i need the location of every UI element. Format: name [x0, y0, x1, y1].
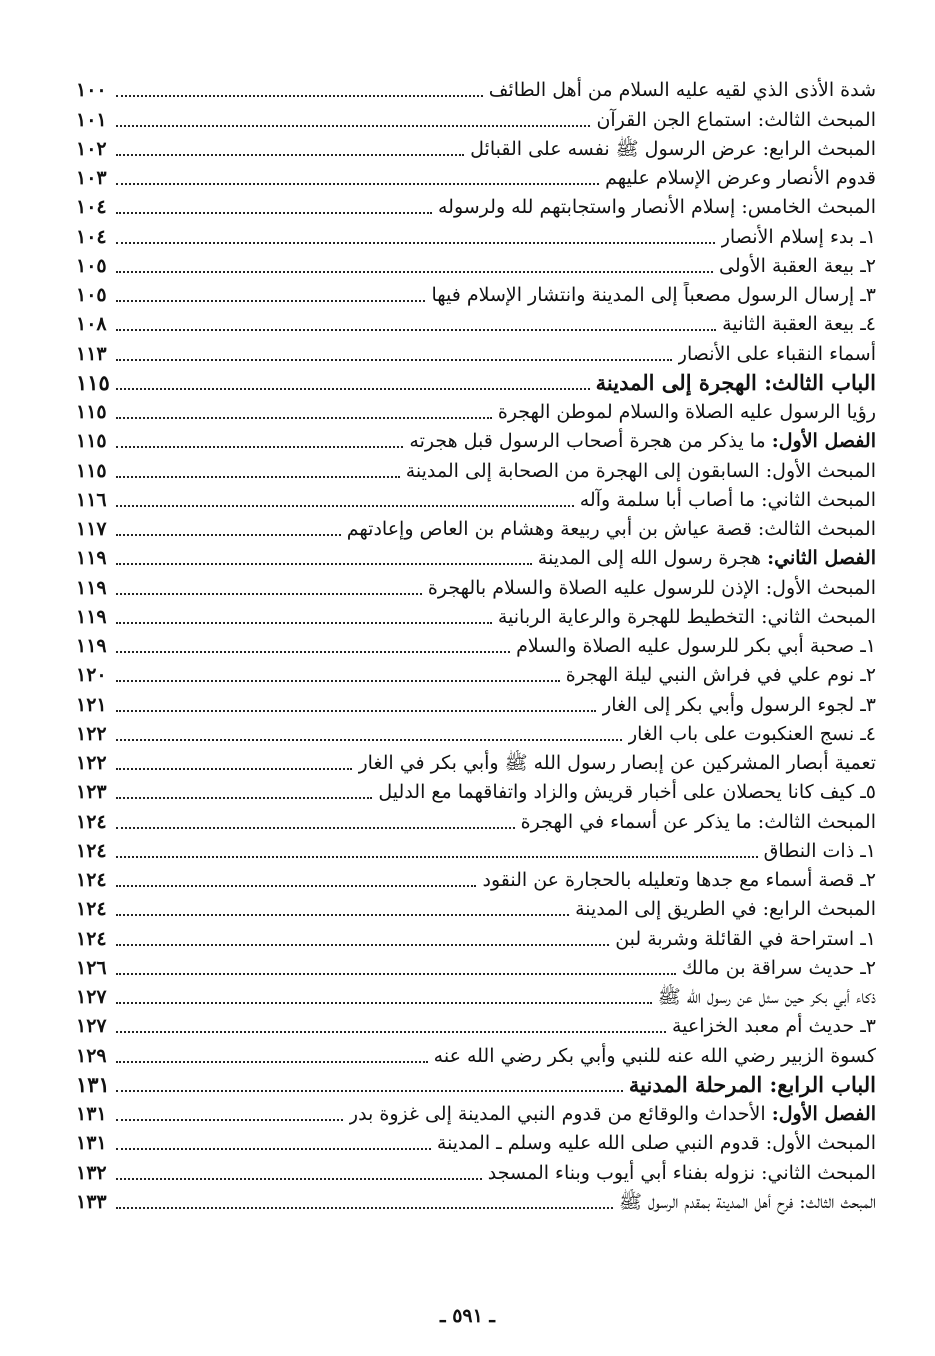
dot-leader	[116, 446, 403, 448]
toc-entry	[76, 805, 876, 834]
toc-entry-page: ١٢٣	[76, 781, 107, 804]
dot-leader	[116, 1119, 343, 1121]
toc-entry	[76, 864, 876, 893]
toc-entry-title	[580, 487, 876, 513]
toc-entry	[76, 952, 876, 981]
toc-entry-text: المبحث الأول: قدوم النبي صلى الله عليه وسلم ـ المدينة	[436, 1132, 876, 1155]
toc-entry-text: ٢ـ قصة أسماء مع جدها وتعليله بالحجارة عن النقود	[482, 869, 876, 891]
toc-entry-page: ١٢٦	[76, 956, 107, 979]
toc-entry-text: المبحث الثالث: ما يذكر عن أسماء في الهجرة	[520, 810, 876, 833]
dot-leader	[116, 827, 515, 829]
toc-entry-page: ١١٣	[76, 342, 107, 365]
toc-entry	[76, 103, 876, 132]
toc-entry-text: الأحداث والوقائع من قدوم النبي المدينة إلى غزوة بدر	[348, 1103, 772, 1125]
dot-leader	[116, 680, 560, 682]
dot-leader	[116, 651, 510, 653]
dot-leader	[116, 914, 569, 916]
toc-entry-text: ٤ـ بيعة العقبة الثانية	[722, 313, 876, 336]
toc-entry-title	[431, 282, 876, 308]
toc-entry	[76, 893, 876, 922]
toc-entry-title	[434, 1043, 876, 1069]
toc-entry-page: ١٢٢	[76, 752, 107, 774]
toc-entry-text: الباب الرابع: المرحلة المدنية	[628, 1071, 876, 1097]
dot-leader	[116, 1207, 613, 1209]
dot-leader	[116, 271, 713, 273]
toc-entry-title	[721, 224, 876, 250]
toc-entry-page: ١٢٧	[76, 986, 107, 1008]
toc-entry	[76, 1156, 876, 1185]
page-number: ـ ٥٩١ ـ	[440, 1305, 495, 1327]
toc-entry-page: ١١٥	[76, 459, 107, 482]
toc-entry	[76, 337, 876, 366]
toc-entry-text: ١ـ بدء إسلام الأنصار	[720, 225, 876, 248]
toc-entry-page: ١٢٩	[76, 1044, 107, 1067]
toc-entry	[76, 484, 876, 513]
toc-entry-title	[566, 662, 876, 688]
toc-entry-title	[489, 77, 876, 103]
toc-entry-page: ١١٥	[76, 401, 107, 423]
toc-entry-label: الفصل الثاني:	[767, 547, 876, 570]
toc-entry-page: ١٠٨	[76, 313, 107, 336]
dot-leader	[116, 797, 372, 799]
toc-entry-title	[628, 721, 876, 747]
toc-entry-page: ١٣٣	[76, 1190, 107, 1213]
toc-entry	[76, 630, 876, 659]
table-of-contents	[76, 74, 876, 1215]
dot-leader	[116, 622, 492, 624]
toc-chapter-entry	[76, 542, 876, 571]
dot-leader	[116, 95, 483, 97]
toc-entry-page: ١٣٢	[76, 1161, 107, 1184]
dot-leader	[116, 125, 590, 127]
toc-entry-text: المبحث الرابع: في الطريق إلى المدينة	[575, 898, 876, 921]
toc-entry	[76, 1010, 876, 1039]
toc-entry	[76, 396, 876, 425]
toc-entry-text: ١ـ استراحة في القائلة وشربة لبن	[615, 927, 876, 950]
toc-entry-text: المبحث الأول: السابقون إلى الهجرة من الصحابة إلى المدينة	[405, 459, 876, 482]
toc-entry-title	[498, 604, 876, 630]
toc-entry-page: ١٢٤	[76, 839, 107, 862]
toc-entry-page: ١٠٣	[76, 167, 107, 189]
dot-leader	[116, 885, 476, 887]
toc-entry-page: ١٢٤	[76, 810, 107, 833]
toc-entry-page: ١١٩	[76, 576, 107, 599]
toc-entry-text: ١ـ ذات النطاق	[763, 839, 876, 862]
toc-entry-text: الباب الثالث: الهجرة إلى المدينة	[595, 369, 876, 395]
toc-entry-title	[629, 1072, 876, 1098]
dot-leader	[116, 856, 758, 858]
toc-entry-title	[764, 838, 876, 864]
toc-entry-text: تعمية أبصار المشركين عن إبصار رسول الله ﷺ وأبي بكر في الغار	[358, 752, 876, 774]
toc-entry-text: ٣ـ حديث أم معبد الخزاعية	[671, 1015, 876, 1038]
toc-entry-title	[358, 750, 876, 776]
toc-entry-page: ١٣١	[76, 1103, 107, 1125]
toc-entry-page: ١١٩	[76, 605, 107, 628]
toc-entry	[76, 1039, 876, 1068]
toc-entry-text: ٢ـ بيعة العقبة الأولى	[719, 254, 876, 277]
toc-entry-title	[719, 253, 876, 279]
toc-entry-title	[378, 779, 876, 805]
toc-entry	[76, 718, 876, 747]
toc-entry	[76, 513, 876, 542]
toc-entry-title	[672, 1013, 876, 1039]
toc-entry-text: المبحث الثالث: قصة عياش بن أبي ربيعة وهشام بن العاص وإعادتهم	[346, 518, 876, 540]
dot-leader	[116, 593, 422, 595]
toc-entry-text: رؤيا الرسول عليه الصلاة والسلام لموطن الهجرة	[497, 401, 876, 423]
toc-entry-page: ١١٩	[76, 635, 107, 657]
toc-entry	[76, 835, 876, 864]
toc-entry-text: ذكاء أبي بكر حين سئل عن رسول الله ﷺ	[657, 986, 876, 1008]
toc-entry-page: ١٠٥	[76, 284, 107, 306]
dot-leader	[116, 1178, 482, 1180]
toc-entry-title	[596, 107, 876, 133]
toc-entry	[76, 308, 876, 337]
toc-entry	[76, 601, 876, 630]
dot-leader	[116, 505, 574, 507]
toc-entry-title	[438, 194, 876, 220]
toc-entry-text: المبحث الثالث: استماع الجن القرآن	[596, 108, 876, 131]
toc-entry-text: ٣ـ لجوء الرسول وأبي بكر إلى الغار	[602, 693, 876, 716]
toc-entry-title	[658, 984, 876, 1010]
toc-entry-text: ٥ـ كيف كانا يحصلان على أخبار قريش والزاد واتفاقهما مع الدليل	[378, 781, 876, 804]
toc-part-heading	[76, 1069, 876, 1098]
dot-leader	[116, 1061, 428, 1063]
toc-entry-page: ١٠٠	[76, 79, 107, 102]
toc-entry-title	[596, 370, 876, 396]
toc-entry	[76, 688, 876, 717]
dot-leader	[116, 534, 341, 536]
toc-entry	[76, 279, 876, 308]
toc-entry	[76, 220, 876, 249]
dot-leader	[116, 476, 400, 478]
toc-entry-title	[538, 545, 876, 571]
toc-entry-title	[470, 136, 876, 162]
toc-entry-page: ١٢٤	[76, 898, 107, 921]
toc-entry	[76, 162, 876, 191]
toc-entry-title	[498, 399, 876, 425]
toc-entry-page: ١٠٤	[76, 196, 107, 219]
toc-entry	[76, 1186, 876, 1215]
toc-entry	[76, 922, 876, 951]
toc-entry	[76, 74, 876, 103]
toc-entry-text: المبحث الثاني: التخطيط للهجرة والرعاية الربانية	[497, 605, 876, 628]
dot-leader	[116, 329, 716, 331]
dot-leader	[116, 563, 532, 565]
dot-leader	[116, 417, 492, 419]
dot-leader	[116, 388, 590, 390]
toc-entry-text: كسوة الزبير رضي الله عنه للنبي وأبي بكر رضي الله عنه	[433, 1044, 876, 1067]
dot-leader	[116, 242, 715, 244]
toc-entry-title	[615, 926, 876, 952]
dot-leader	[116, 768, 352, 770]
toc-entry-page: ١١٩	[76, 547, 107, 570]
toc-entry-title	[347, 516, 876, 542]
toc-entry	[76, 659, 876, 688]
dot-leader	[116, 710, 596, 712]
toc-entry-text: المبحث الأول: الإذن للرسول عليه الصلاة والسلام بالهجرة	[427, 576, 876, 599]
toc-entry-text: ١ـ صحبة أبي بكر للرسول عليه الصلاة والسلام	[516, 635, 876, 657]
toc-part-heading	[76, 367, 876, 396]
toc-entry-text: ما يذكر من هجرة أصحاب الرسول قبل هجرته	[409, 430, 772, 453]
toc-entry-title	[406, 458, 876, 484]
toc-entry-page: ١١٥	[76, 430, 107, 453]
toc-entry-text: قدوم الأنصار وعرض الإسلام عليهم	[605, 167, 876, 189]
toc-entry-title	[575, 896, 876, 922]
toc-entry-title	[482, 867, 876, 893]
toc-entry-text: شدة الأذى الذي لقيه عليه السلام من أهل الطائف	[488, 79, 876, 102]
toc-entry-text: المبحث الثاني: نزوله بفناء أبي أيوب وبناء المسجد	[487, 1161, 876, 1184]
toc-entry-page: ١٢٤	[76, 869, 107, 891]
toc-entry-title	[605, 165, 876, 191]
toc-entry-title	[488, 1160, 876, 1186]
toc-entry-page: ١١٥	[76, 369, 110, 395]
toc-entry	[76, 454, 876, 483]
dot-leader	[116, 739, 622, 741]
dot-leader	[116, 154, 464, 156]
toc-entry-title	[602, 692, 876, 718]
toc-entry	[76, 133, 876, 162]
dot-leader	[116, 1002, 652, 1004]
toc-entry-title	[682, 955, 876, 981]
dot-leader	[116, 359, 672, 361]
toc-entry-title	[428, 575, 876, 601]
toc-entry-text: أسماء النقباء على الأنصار	[677, 342, 876, 365]
toc-entry-text: المبحث الثاني: ما أصاب أبا سلمة وآله	[579, 488, 876, 511]
toc-entry-page: ١٠٤	[76, 225, 107, 248]
dot-leader	[116, 973, 676, 975]
toc-entry-text: المبحث الخامس: إسلام الأنصار واستجابتهم لله ولرسوله	[437, 196, 876, 219]
toc-entry	[76, 571, 876, 600]
dot-leader	[116, 1090, 623, 1092]
toc-entry-text: المبحث الثالث: فرح أهل المدينة بمقدم الرسول ﷺ	[619, 1190, 876, 1213]
toc-entry-title	[516, 633, 876, 659]
toc-entry-title	[722, 311, 876, 337]
toc-entry	[76, 250, 876, 279]
toc-entry-title	[619, 1189, 876, 1215]
toc-entry-title	[349, 1101, 876, 1127]
toc-entry-page: ١٢٧	[76, 1015, 107, 1038]
toc-entry-page: ١٣١	[76, 1071, 110, 1097]
dot-leader	[116, 1148, 431, 1150]
toc-entry-text: ٣ـ إرسال الرسول مصعباً إلى المدينة وانتشار الإسلام فيها	[431, 284, 876, 306]
toc-entry-page: ١٠١	[76, 108, 107, 131]
toc-chapter-entry	[76, 425, 876, 454]
dot-leader	[116, 1031, 666, 1033]
toc-entry	[76, 981, 876, 1010]
toc-entry-page: ١٢٠	[76, 664, 107, 687]
dot-leader	[116, 183, 599, 185]
toc-entry-text: المبحث الرابع: عرض الرسول ﷺ نفسه على القبائل	[470, 137, 876, 160]
dot-leader	[116, 300, 425, 302]
toc-entry-label: الفصل الأول:	[771, 430, 876, 453]
toc-entry-title	[409, 428, 876, 454]
toc-entry-label: الفصل الأول:	[771, 1103, 876, 1125]
toc-entry-title	[678, 341, 876, 367]
toc-entry	[76, 747, 876, 776]
toc-entry-text: ٤ـ نسج العنكبوت على باب الغار	[627, 722, 876, 745]
toc-entry-page: ١٠٢	[76, 137, 107, 160]
toc-entry-text: ٢ـ حديث سراقة بن مالك	[681, 956, 876, 979]
toc-entry-page: ١٢٤	[76, 927, 107, 950]
toc-entry-title	[437, 1130, 876, 1156]
toc-entry-text: ٢ـ نوم علي في فراش النبي ليلة الهجرة	[565, 664, 876, 687]
toc-entry-text: هجرة رسول الله إلى المدينة	[537, 547, 768, 570]
dot-leader	[116, 944, 609, 946]
toc-entry	[76, 776, 876, 805]
toc-entry-title	[521, 809, 876, 835]
toc-entry-page: ١٠٥	[76, 254, 107, 277]
toc-entry-page: ١١٧	[76, 518, 107, 540]
dot-leader	[116, 212, 432, 214]
toc-entry-page: ١٢٢	[76, 722, 107, 745]
toc-entry-page: ١١٦	[76, 488, 107, 511]
toc-entry	[76, 1127, 876, 1156]
toc-entry	[76, 191, 876, 220]
toc-entry-page: ١٢١	[76, 693, 107, 716]
toc-chapter-entry	[76, 1098, 876, 1127]
toc-entry-page: ١٣١	[76, 1132, 107, 1155]
